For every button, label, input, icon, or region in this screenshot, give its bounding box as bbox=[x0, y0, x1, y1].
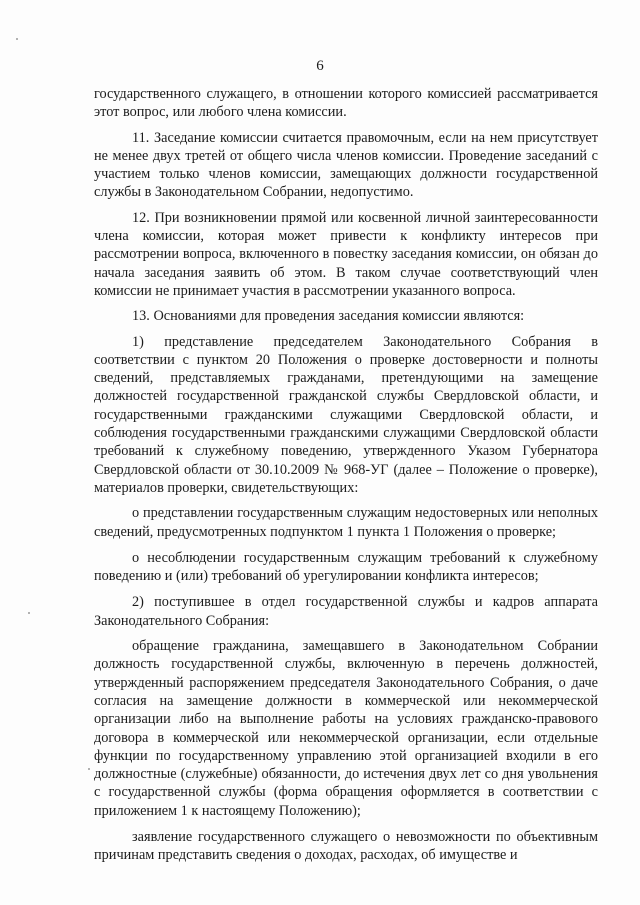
scan-speck bbox=[16, 38, 18, 40]
subparagraph-13-2: 2) поступившее в отдел государственной службы и кадров аппарата Законодательного Собрания: bbox=[94, 594, 598, 629]
subitem-unreliable-info: о представлении государственным служащим недостоверных или неполных сведений, предусмотренных подпунктом 1 пункта 1 Положения о проверке; bbox=[94, 505, 598, 540]
paragraph-13: 13. Основаниями для проведения заседания комиссии являются: bbox=[132, 308, 525, 325]
paragraph-12: 12. При возникновении прямой или косвенной личной заинтересованности члена комиссии, которая может привести к конфликту интересов при рассмотрении вопроса, включенного в повестку заседания комиссии, он обязан до начала заседания заявить об этом. В таком случае соответствующий член комиссии не принимает участия в рассмотрении указанного вопроса. bbox=[94, 209, 598, 299]
subitem-conduct-violation: о несоблюдении государственным служащим требований к служебному поведению и (или) требований об урегулировании конфликта интересов; bbox=[94, 549, 598, 585]
scan-speck bbox=[88, 768, 90, 770]
paragraph-continuation: государственного служащего, в отношении которого комиссией рассматривается этот вопрос, или любого члена комиссии. bbox=[94, 86, 598, 121]
subitem-employee-statement: заявление государственного служащего о невозможности по объективным причинам представить сведения о доходах, расходах, об имуществе и bbox=[94, 828, 598, 864]
page-number: 6 bbox=[316, 58, 324, 74]
document-body bbox=[94, 85, 598, 873]
paragraph-11: 11. Заседание комиссии считается правомочным, если на нем присутствует не менее двух третей от общего числа членов комиссии. Проведение заседаний с участием только членов комиссии, замещающих должности государственной службы в Законодательном Собрании, недопустимо. bbox=[94, 129, 598, 201]
subparagraph-13-1: 1) представление председателем Законодательного Собрания в соответствии с пунктом 20 Положения о проверке достоверности и полноты сведений, представляемых гражданами, претендующими на замещение должностей государственной гражданской службы Свердловской области, и государственными гражданскими служащими Свердловской области, и соблюдения государственными гражданскими служащими Свердловской области требований к служебному поведению, утвержденного Указом Губернатора Свердловской области от 30.10.2009 № 968-УГ (далее – Положение о проверке), материалов проверки, свидетельствующих: bbox=[94, 333, 598, 496]
scan-speck bbox=[28, 612, 30, 614]
subitem-citizen-appeal: обращение гражданина, замещавшего в Законодательном Собрании должность государственной службы, включенную в перечень должностей, утвержденный распоряжением председателя Законодательного Собрания, о даче согласия на замещение должности в коммерческой или некоммерческой организации либо на выполнение работы на условиях гражданско-правового договора в коммерческой или некоммерческой организации, если отдельные функции по государственному управлению этой организацией входили в его должностные (служебные) обязанности, до истечения двух лет со дня увольнения с государственной службы (форма обращения оформляется в соответствии с приложением 1 к настоящему Положению); bbox=[94, 638, 598, 819]
